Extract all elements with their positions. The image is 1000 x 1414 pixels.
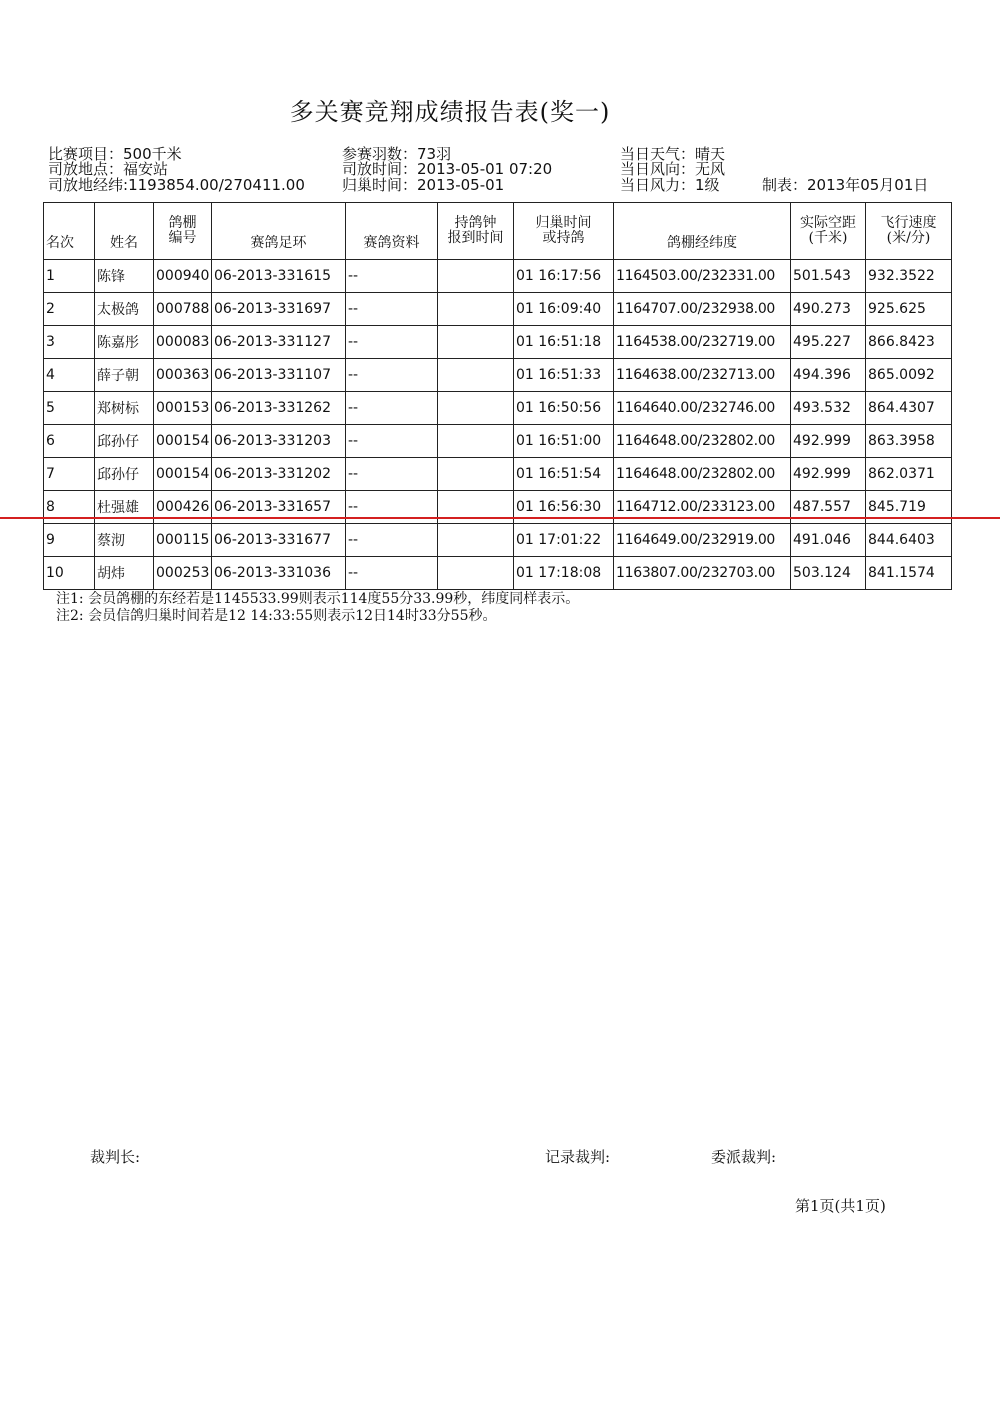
cell-ring: 06-2013-331127 <box>212 326 346 359</box>
header-name <box>95 203 154 260</box>
cell-ring: 06-2013-331697 <box>212 293 346 326</box>
info-value: 2013年05月01日 <box>807 176 929 194</box>
cell-speed: 863.3958 <box>866 425 952 458</box>
cell-rank: 3 <box>44 326 95 359</box>
cell-pigeon-info: -- <box>346 524 438 557</box>
cell-rank: 1 <box>44 260 95 293</box>
info-label: 参赛羽数： <box>342 145 418 163</box>
table-header-row <box>44 203 952 260</box>
cell-loft-number: 000154 <box>154 425 212 458</box>
cell-ring: 06-2013-331615 <box>212 260 346 293</box>
cell-distance: 491.046 <box>791 524 866 557</box>
header-text: 或持鸽 <box>542 230 585 246</box>
cell-return-time: 01 16:09:40 <box>514 293 614 326</box>
cell-pigeon-info: -- <box>346 557 438 590</box>
cell-return-time: 01 16:50:56 <box>514 392 614 425</box>
info-item-return-time <box>342 178 504 193</box>
table-row <box>44 425 952 458</box>
cell-return-time: 01 16:56:30 <box>514 491 614 524</box>
header-loft-coords <box>614 203 791 260</box>
header-text: 编号 <box>168 230 197 246</box>
cell-speed: 844.6403 <box>866 524 952 557</box>
info-item-made-date <box>762 178 928 193</box>
cell-clock-report-time <box>438 260 514 293</box>
table-row <box>44 326 952 359</box>
header-pigeon-info <box>346 203 438 260</box>
cell-pigeon-info: -- <box>346 491 438 524</box>
cell-distance: 490.273 <box>791 293 866 326</box>
cell-loft-number: 000153 <box>154 392 212 425</box>
cell-name: 杜强雄 <box>95 491 154 524</box>
cell-return-time: 01 16:51:00 <box>514 425 614 458</box>
info-value: 1级 <box>695 176 720 194</box>
cell-return-time: 01 17:18:08 <box>514 557 614 590</box>
cell-speed: 841.1574 <box>866 557 952 590</box>
cell-pigeon-info: -- <box>346 359 438 392</box>
cell-return-time: 01 16:17:56 <box>514 260 614 293</box>
cell-ring: 06-2013-331202 <box>212 458 346 491</box>
cell-loft-coords: 1164648.00/232802.00 <box>614 458 791 491</box>
info-label: 制表： <box>762 176 808 194</box>
table-row <box>44 359 952 392</box>
page-number: 第1页(共1页) <box>795 1197 886 1215</box>
cell-speed: 845.719 <box>866 491 952 524</box>
cell-clock-report-time <box>438 326 514 359</box>
info-value: 福安站 <box>123 160 169 178</box>
cell-name: 邱孙仔 <box>95 425 154 458</box>
cell-clock-report-time <box>438 557 514 590</box>
header-text: 赛鸽资料 <box>363 235 420 251</box>
info-item-wind-direction <box>620 162 725 177</box>
header-rank <box>44 203 95 260</box>
cell-loft-coords: 1164538.00/232719.00 <box>614 326 791 359</box>
info-label: 司放时间： <box>342 160 418 178</box>
info-value: 73羽 <box>417 145 452 163</box>
header-text: (千米) <box>808 230 848 246</box>
cell-loft-coords: 1164707.00/232938.00 <box>614 293 791 326</box>
cell-loft-number: 000083 <box>154 326 212 359</box>
info-label: 当日风向： <box>620 160 696 178</box>
cell-distance: 492.999 <box>791 458 866 491</box>
cell-loft-number: 000154 <box>154 458 212 491</box>
cell-clock-report-time <box>438 359 514 392</box>
header-text: 实际空距 <box>800 215 856 231</box>
cell-distance: 493.532 <box>791 392 866 425</box>
info-value: 2013-05-01 <box>417 176 505 194</box>
header-return-time <box>514 203 614 260</box>
cell-ring: 06-2013-331657 <box>212 491 346 524</box>
header-text: 鸽棚经纬度 <box>667 235 737 251</box>
info-label: 司放地点： <box>48 160 124 178</box>
cell-ring: 06-2013-331107 <box>212 359 346 392</box>
cell-pigeon-info: -- <box>346 260 438 293</box>
info-value: 无风 <box>695 160 726 178</box>
cell-rank: 6 <box>44 425 95 458</box>
cell-ring: 06-2013-331036 <box>212 557 346 590</box>
info-label: 当日风力： <box>620 176 696 194</box>
header-ring <box>212 203 346 260</box>
table-row <box>44 293 952 326</box>
cell-rank: 5 <box>44 392 95 425</box>
cell-clock-report-time <box>438 458 514 491</box>
header-text: 报到时间 <box>447 230 504 246</box>
cell-pigeon-info: -- <box>346 458 438 491</box>
info-label: 比赛项目： <box>48 145 124 163</box>
info-value: 2013-05-01 07:20 <box>417 160 553 178</box>
cell-name: 胡炜 <box>95 557 154 590</box>
cell-name: 陈锋 <box>95 260 154 293</box>
cell-loft-coords: 1164640.00/232746.00 <box>614 392 791 425</box>
table-row <box>44 557 952 590</box>
cell-rank: 10 <box>44 557 95 590</box>
info-item-release-coords <box>48 178 305 193</box>
cell-name: 郑树标 <box>95 392 154 425</box>
cell-pigeon-info: -- <box>346 425 438 458</box>
cell-distance: 495.227 <box>791 326 866 359</box>
results-table <box>43 202 952 590</box>
cell-clock-report-time <box>438 293 514 326</box>
cell-ring: 06-2013-331262 <box>212 392 346 425</box>
cell-loft-number: 000788 <box>154 293 212 326</box>
cell-pigeon-info: -- <box>346 392 438 425</box>
header-text: 名次 <box>46 235 74 251</box>
note-2: 注2: 会员信鸽归巢时间若是12 14:33:55则表示12日14时33分55秒。 <box>56 608 497 624</box>
cell-name: 薛子朝 <box>95 359 154 392</box>
cell-pigeon-info: -- <box>346 293 438 326</box>
red-divider-line <box>0 517 1000 519</box>
cell-distance: 492.999 <box>791 425 866 458</box>
cell-speed: 932.3522 <box>866 260 952 293</box>
header-speed <box>866 203 952 260</box>
header-text: 鸽棚 <box>168 215 197 231</box>
header-distance <box>791 203 866 260</box>
note-1: 注1: 会员鸽棚的东经若是1145533.99则表示114度55分33.99秒，纬度同样表示。 <box>56 591 580 607</box>
delegated-referee-label: 委派裁判: <box>711 1148 777 1166</box>
cell-loft-number: 000115 <box>154 524 212 557</box>
info-label: 归巢时间： <box>342 176 418 194</box>
info-item-release-time <box>342 162 552 177</box>
cell-return-time: 01 17:01:22 <box>514 524 614 557</box>
header-text: 持鸽钟 <box>454 215 497 231</box>
cell-speed: 865.0092 <box>866 359 952 392</box>
cell-loft-coords: 1164649.00/232919.00 <box>614 524 791 557</box>
cell-rank: 8 <box>44 491 95 524</box>
cell-return-time: 01 16:51:33 <box>514 359 614 392</box>
cell-speed: 866.8423 <box>866 326 952 359</box>
cell-loft-number: 000253 <box>154 557 212 590</box>
cell-loft-coords: 1164712.00/233123.00 <box>614 491 791 524</box>
info-value: 1193854.00/270411.00 <box>128 176 305 194</box>
info-value: 晴天 <box>695 145 726 163</box>
header-text: 姓名 <box>110 235 138 251</box>
chief-referee-label: 裁判长: <box>90 1148 141 1166</box>
cell-rank: 2 <box>44 293 95 326</box>
cell-name: 陈嘉彤 <box>95 326 154 359</box>
cell-loft-coords: 1164503.00/232331.00 <box>614 260 791 293</box>
cell-distance: 494.396 <box>791 359 866 392</box>
cell-name: 太极鸽 <box>95 293 154 326</box>
info-label: 司放地经纬: <box>48 176 129 194</box>
header-loft-number <box>154 203 212 260</box>
info-label: 当日天气： <box>620 145 696 163</box>
cell-speed: 862.0371 <box>866 458 952 491</box>
header-text: (米/分) <box>886 230 931 246</box>
cell-loft-coords: 1164638.00/232713.00 <box>614 359 791 392</box>
table-row <box>44 260 952 293</box>
table-row <box>44 392 952 425</box>
cell-rank: 9 <box>44 524 95 557</box>
info-item-release-site <box>48 162 168 177</box>
cell-clock-report-time <box>438 524 514 557</box>
cell-speed: 864.4307 <box>866 392 952 425</box>
cell-loft-coords: 1164648.00/232802.00 <box>614 425 791 458</box>
recording-referee-label: 记录裁判: <box>545 1148 611 1166</box>
info-item-wind-force <box>620 178 720 193</box>
info-value: 500千米 <box>123 145 182 163</box>
cell-loft-coords: 1163807.00/232703.00 <box>614 557 791 590</box>
cell-ring: 06-2013-331677 <box>212 524 346 557</box>
cell-name: 邱孙仔 <box>95 458 154 491</box>
cell-pigeon-info: -- <box>346 326 438 359</box>
header-text: 赛鸽足环 <box>250 235 307 251</box>
header-clock-report-time <box>438 203 514 260</box>
cell-speed: 925.625 <box>866 293 952 326</box>
header-text: 归巢时间 <box>535 215 592 231</box>
cell-loft-number: 000426 <box>154 491 212 524</box>
header-text: 飞行速度 <box>880 215 937 231</box>
cell-return-time: 01 16:51:54 <box>514 458 614 491</box>
table-row <box>44 458 952 491</box>
cell-rank: 7 <box>44 458 95 491</box>
cell-loft-number: 000940 <box>154 260 212 293</box>
cell-distance: 501.543 <box>791 260 866 293</box>
cell-name: 蔡沏 <box>95 524 154 557</box>
cell-loft-number: 000363 <box>154 359 212 392</box>
cell-distance: 487.557 <box>791 491 866 524</box>
report-title: 多关赛竞翔成绩报告表(奖一) <box>289 98 611 126</box>
table-row <box>44 524 952 557</box>
cell-rank: 4 <box>44 359 95 392</box>
cell-return-time: 01 16:51:18 <box>514 326 614 359</box>
cell-ring: 06-2013-331203 <box>212 425 346 458</box>
cell-distance: 503.124 <box>791 557 866 590</box>
cell-clock-report-time <box>438 425 514 458</box>
cell-clock-report-time <box>438 392 514 425</box>
